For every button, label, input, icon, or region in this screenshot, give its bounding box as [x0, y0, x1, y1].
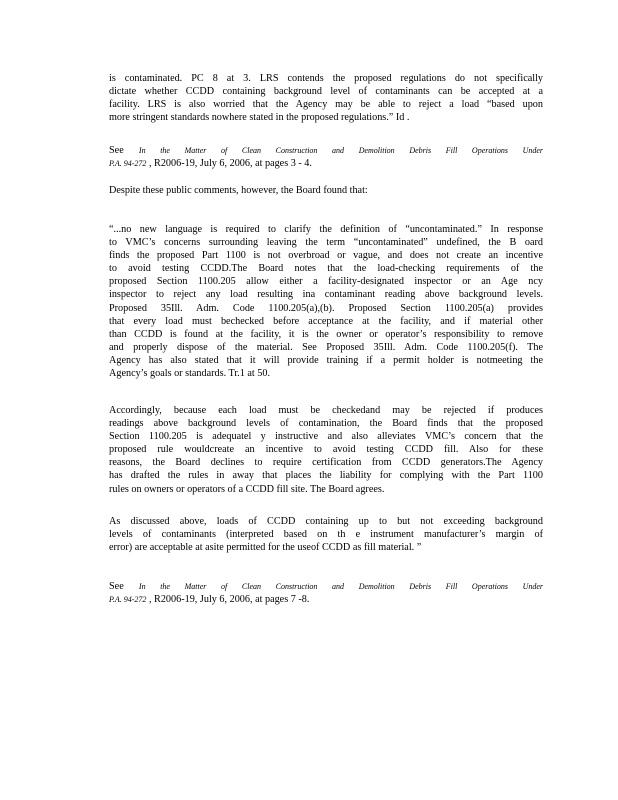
citation-details: , R2006-19, July 6, 2006, at pages 3 - 4.	[148, 158, 312, 170]
text-line: to avoid testing CCDD.The Board notes that the load-checking requirements of the	[109, 263, 543, 275]
paragraph-1	[109, 72, 543, 124]
citation-statute: P.A. 94-272	[109, 595, 147, 605]
quoted-paragraph-2	[109, 404, 543, 496]
text-line: to VMC’s concerns surrounding leaving the term “uncontaminated” undefined, the B oard	[109, 237, 543, 249]
text-line: readings above background levels of contamination, the Board finds that the proposed	[109, 418, 543, 430]
paragraph-2	[109, 184, 543, 197]
text-line: reasons, the Board declines to require certification from CCDD generators.The Agency	[109, 457, 543, 469]
text-line: As discussed above, loads of CCDD containing up to but not exceeding background	[109, 516, 543, 527]
text-line: more stringent standards nowhere stated in the proposed regulations.” Id .	[109, 112, 410, 124]
citation-1	[109, 144, 543, 170]
text-line: has drafted the rules in away that places the liability for complying with the Part 1100	[109, 470, 543, 482]
text-line: than CCDD is found at the facility, it is the owner or operator’s responsibility to remove	[109, 328, 543, 340]
text-line: inspector to reject any load resulting ina contaminant reading above background levels.	[109, 289, 543, 301]
text-line: Agency has also stated that it will provide training if a permit holder is notmeeting the	[109, 354, 543, 366]
citation-line	[109, 157, 543, 170]
citation-line	[109, 580, 543, 593]
citation-case-name: In the Matter of Clean Construction and Demolition Debris Fill Operations Under	[138, 146, 544, 155]
text-line: Despite these public comments, however, the Board found that:	[109, 185, 368, 196]
citation-line	[109, 144, 543, 157]
text-line: levels of contaminants (interpreted based on th e instrument manufacturer’s margin of	[109, 529, 543, 541]
quoted-paragraph-1	[109, 223, 543, 380]
text-line: Section 1100.205 is adequatel y instructive and also alleviates VMC’s concern that the	[109, 431, 543, 443]
text-line: “...no new language is required to clarify the definition of “uncontaminated.” In response	[109, 224, 543, 235]
citation-see: See	[109, 145, 124, 156]
text-line: facility. LRS is also worried that the Agency may be able to reject a load “based upon	[109, 99, 543, 111]
text-line: error) are acceptable at asite permitted for the useof CCDD as fill material. ”	[109, 542, 422, 554]
citation-2	[109, 580, 543, 606]
text-line: that every load must bechecked before acceptance at the facility, and if material other	[109, 315, 543, 327]
text-line: rules on owners or operators of a CCDD fill site. The Board agrees.	[109, 483, 385, 495]
citation-details: , R2006-19, July 6, 2006, at pages 7 -8.	[148, 594, 310, 606]
text-line: proposed Section 1100.205 allow either a facility-designated inspector or an Age ncy	[109, 276, 543, 288]
citation-line	[109, 593, 543, 606]
text-line: dictate whether CCDD containing background level of contaminants can be accepted at a	[109, 86, 543, 98]
text-line: and properly dispose of the material. See Proposed 35Ill. Adm. Code 1100.205(f). The	[109, 341, 543, 353]
quoted-paragraph-3	[109, 515, 543, 554]
text-line: Proposed 35Ill. Adm. Code 1100.205(a),(b). Proposed Section 1100.205(a) provides	[109, 302, 543, 314]
text-line: Accordingly, because each load must be checkedand may be rejected if produces	[109, 405, 543, 416]
text-line: Agency’s goals or standards. Tr.1 at 50.	[109, 368, 271, 380]
citation-see: See	[109, 581, 124, 592]
text-line: proposed rule wouldcreate an incentive to avoid testing CCDD fill. Also for these	[109, 444, 543, 456]
text-line: is contaminated. PC 8 at 3. LRS contends the proposed regulations do not specifically	[109, 73, 543, 84]
citation-statute: P.A. 94-272	[109, 159, 147, 169]
text-line: finds the proposed Part 1100 is not overbroad or vague, and does not create an incentive	[109, 250, 543, 262]
citation-case-name: In the Matter of Clean Construction and Demolition Debris Fill Operations Under	[138, 582, 544, 591]
